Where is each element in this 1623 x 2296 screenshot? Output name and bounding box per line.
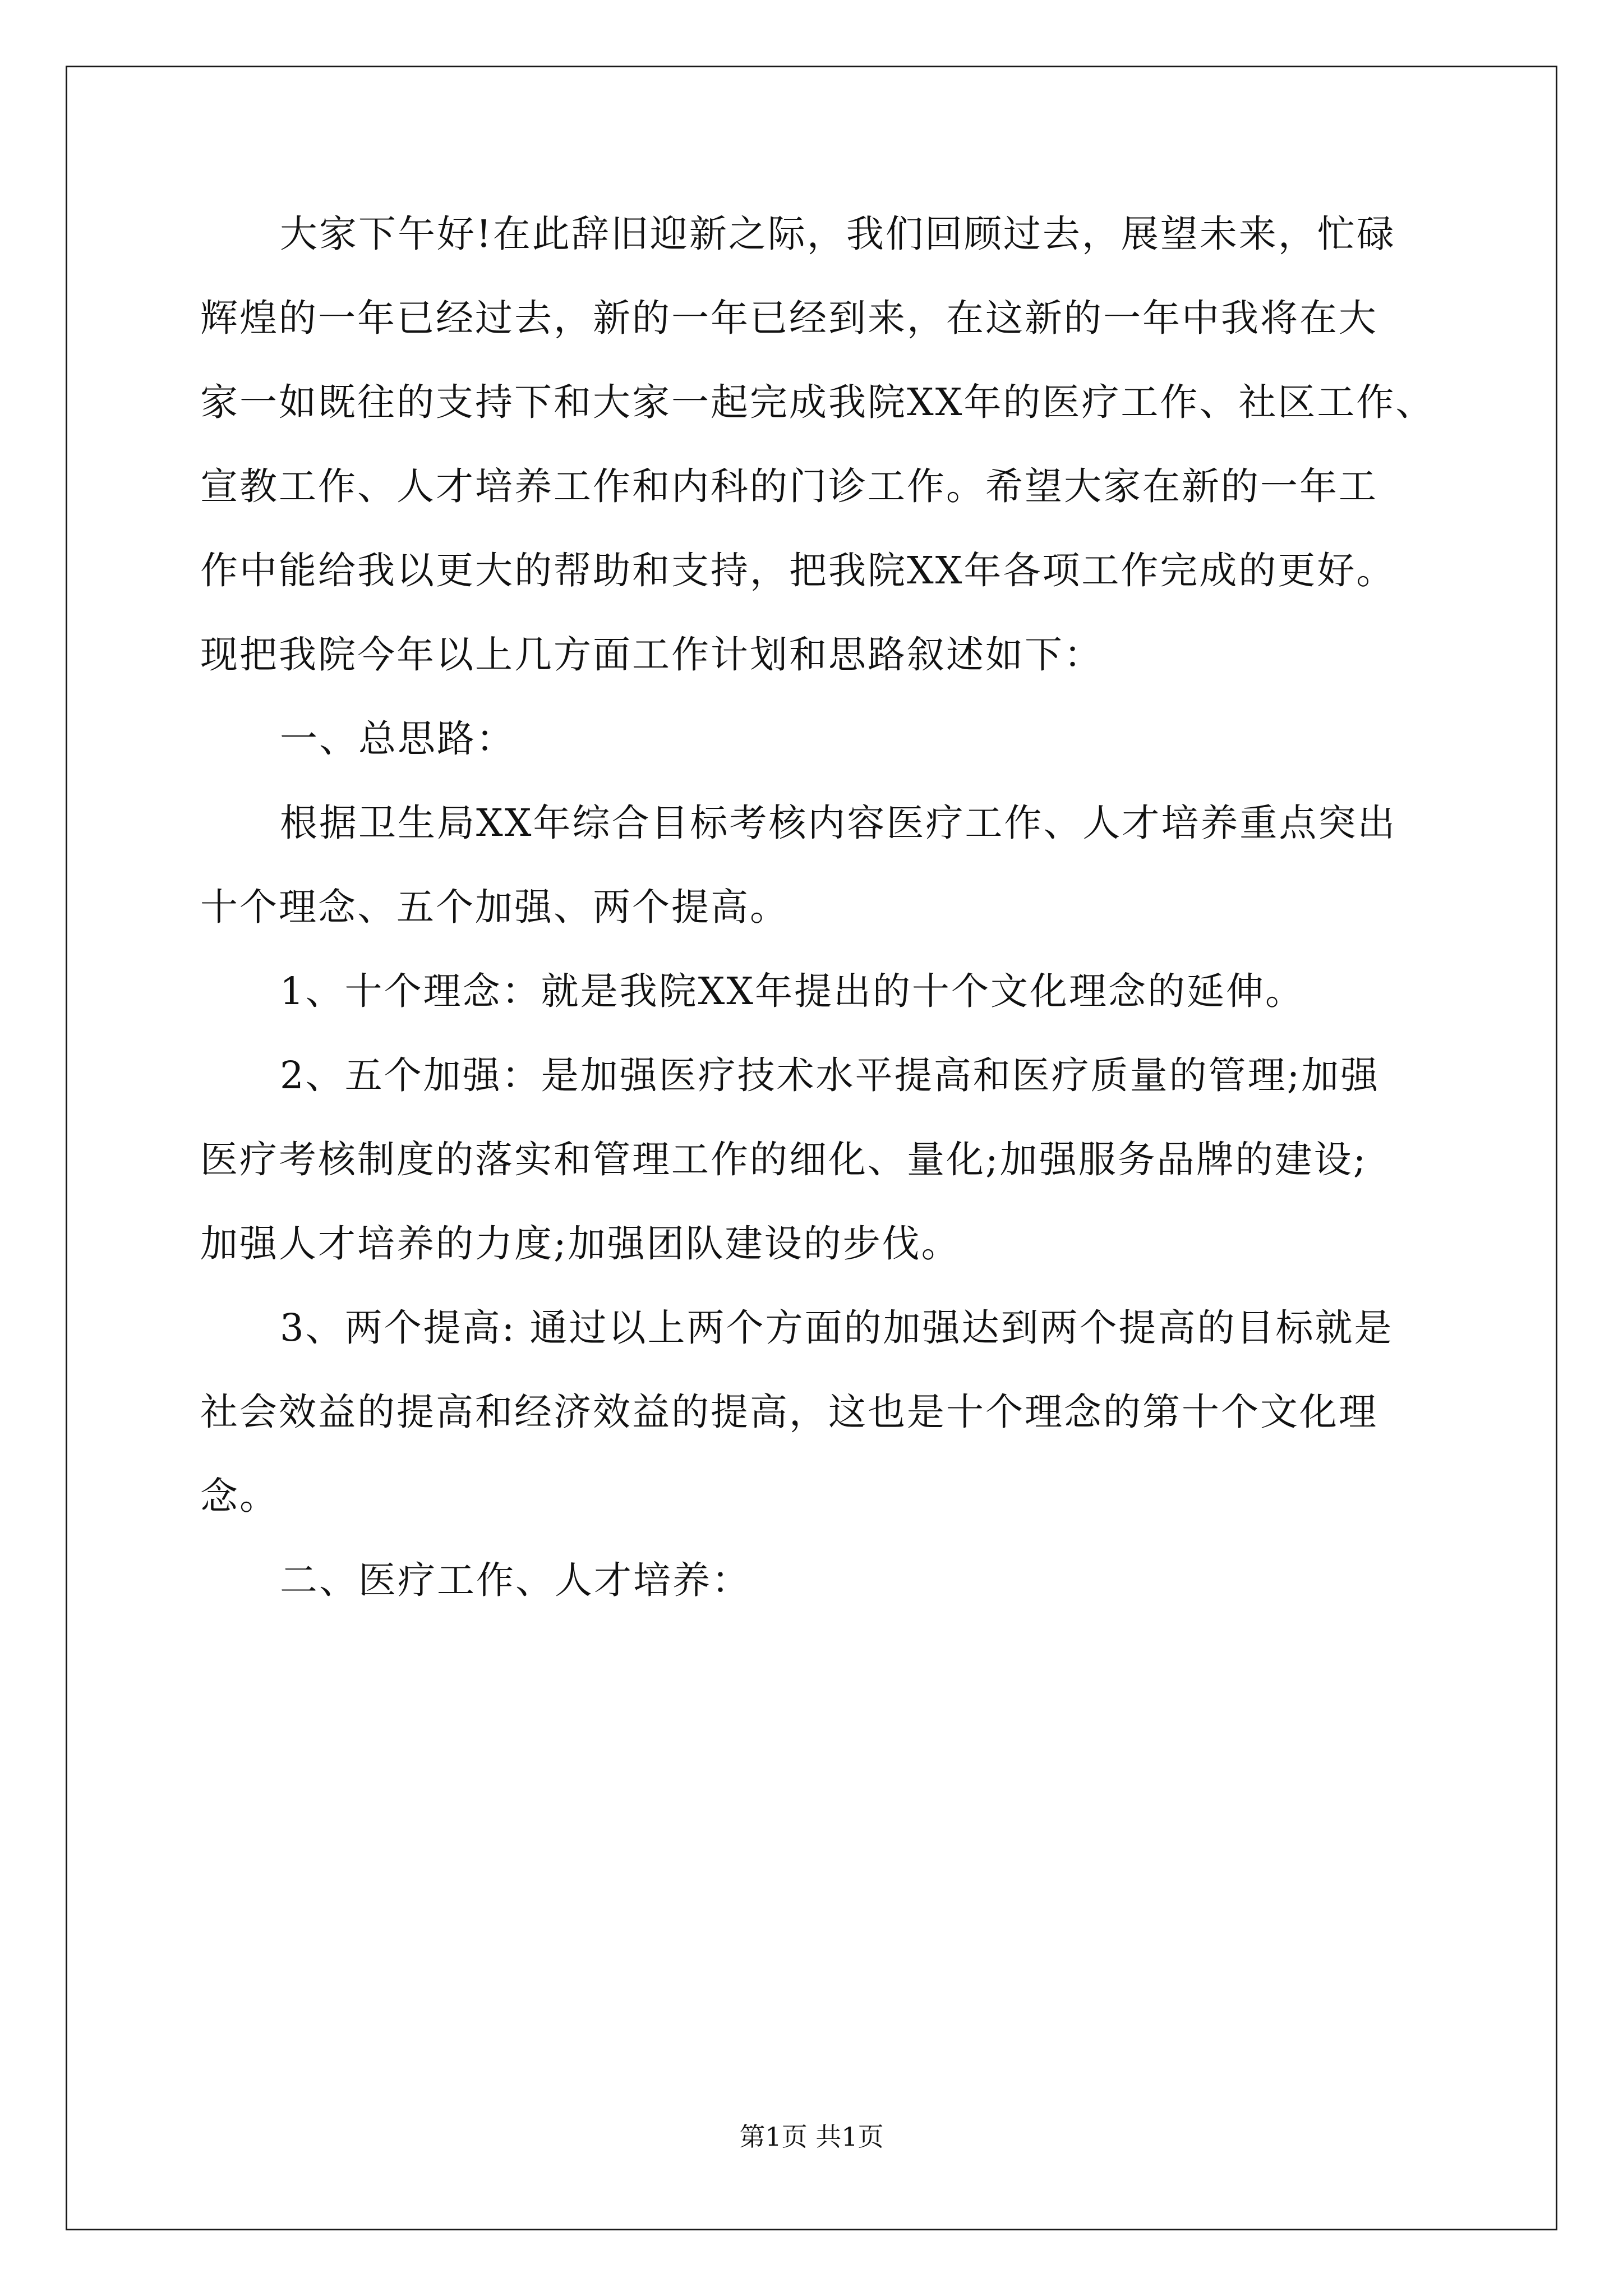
paragraph-line: 医疗考核制度的落实和管理工作的细化、量化;加强服务品牌的建设; — [200, 1138, 1368, 1181]
section-heading: 一、总思路： — [280, 717, 515, 761]
paragraph-line: 宣教工作、人才培养工作和内科的门诊工作。希望大家在新的一年工 — [200, 464, 1378, 508]
paragraph-line: 1、十个理念：就是我院XX年提出的十个文化理念的延伸。 — [280, 969, 1305, 1013]
paragraph-line: 3、两个提高: 通过以上两个方面的加强达到两个提高的目标就是 — [280, 1306, 1394, 1350]
paragraph-line: 家一如既往的支持下和大家一起完成我院XX年的医疗工作、社区工作、 — [200, 380, 1435, 424]
paragraph-line: 念。 — [200, 1474, 279, 1518]
paragraph-line: 加强人才培养的力度;加强团队建设的步伐。 — [200, 1222, 961, 1266]
paragraph-line: 辉煌的一年已经过去，新的一年已经到来，在这新的一年中我将在大 — [200, 296, 1378, 340]
paragraph-line: 现把我院今年以上几方面工作计划和思路叙述如下： — [200, 633, 1103, 677]
page-number-footer: 第1页 共1页 — [739, 2122, 884, 2152]
paragraph-line: 根据卫生局XX年综合目标考核内容医疗工作、人才培养重点突出 — [280, 801, 1397, 845]
paragraph-line: 大家下午好!在此辞旧迎新之际，我们回顾过去，展望未来，忙碌 — [280, 212, 1396, 256]
paragraph-line: 十个理念、五个加强、两个提高。 — [200, 885, 789, 929]
paragraph-line: 作中能给我以更大的帮助和支持，把我院XX年各项工作完成的更好。 — [200, 549, 1396, 592]
paragraph-line: 社会效益的提高和经济效益的提高，这也是十个理念的第十个文化理 — [200, 1390, 1378, 1434]
section-heading: 二、医疗工作、人才培养： — [280, 1558, 751, 1602]
paragraph-line: 2、五个加强：是加强医疗技术水平提高和医疗质量的管理;加强 — [280, 1053, 1380, 1097]
